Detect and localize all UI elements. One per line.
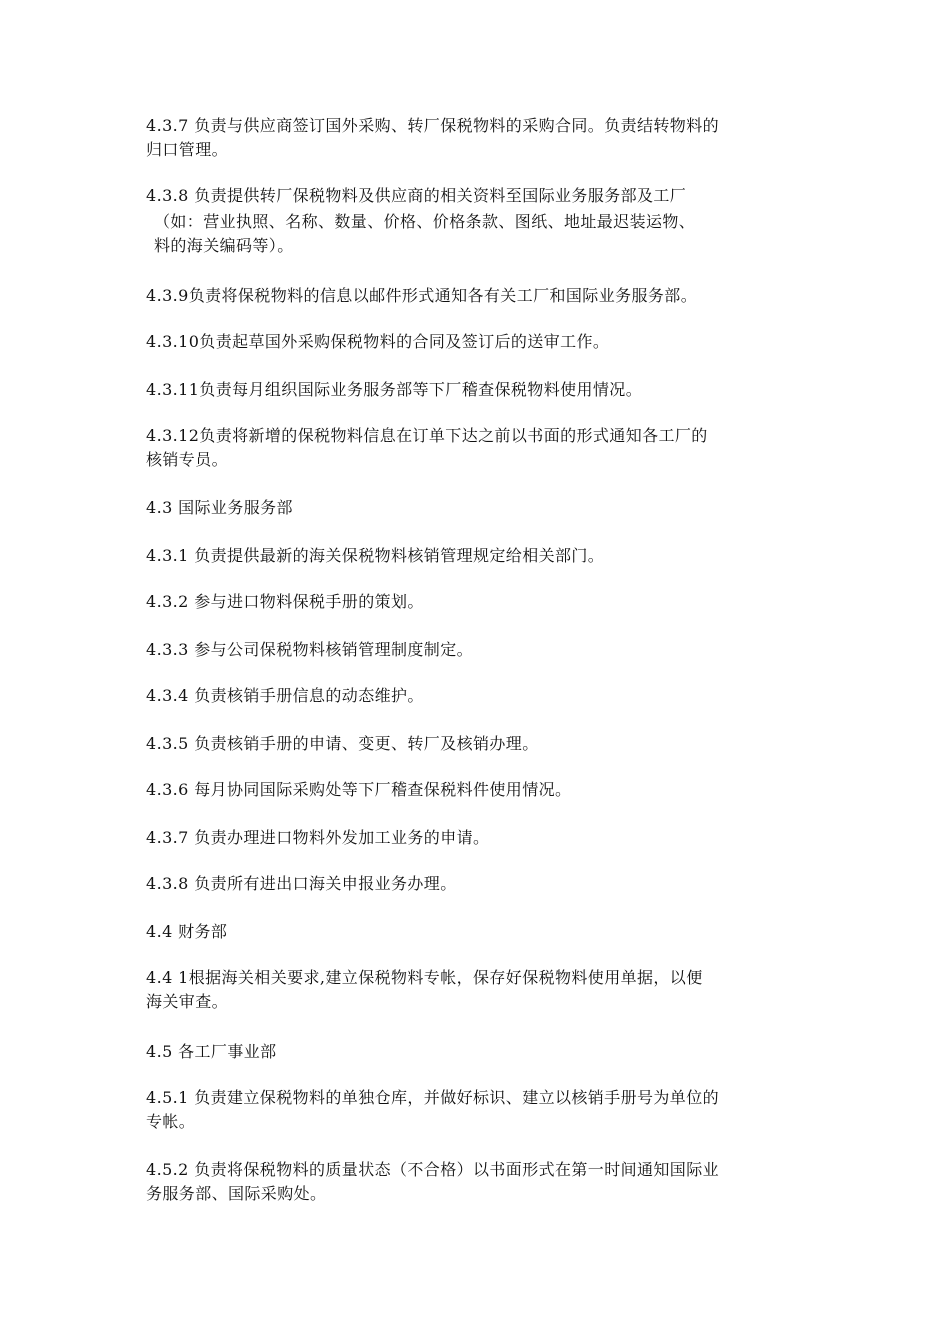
paragraph-4-3-11: 4.3.11负责每月组织国际业务服务部等下厂稽查保税物料使用情况。 xyxy=(146,380,643,399)
paragraph-4-3-7-purchasing: 4.3.7 负责与供应商签订国外采购、转厂保税物料的采购合同。负责结转物料的 归口管理。 xyxy=(146,116,719,159)
section-heading-4-3: 4.3 国际业务服务部 xyxy=(146,498,293,517)
paragraph-4-3-8-purchasing: 4.3.8 负责提供转厂保税物料及供应商的相关资料至国际业务服务部及工厂 xyxy=(146,186,687,205)
paragraph-4-3-7-service: 4.3.7 负责办理进口物料外发加工业务的申请。 xyxy=(146,828,490,847)
paragraph-4-3-4: 4.3.4 负责核销手册信息的动态维护。 xyxy=(146,686,424,705)
paragraph-4-3-3: 4.3.3 参与公司保税物料核销管理制度制定。 xyxy=(146,640,473,659)
section-heading-4-5: 4.5 各工厂事业部 xyxy=(146,1042,277,1061)
paragraph-4-3-12: 4.3.12负责将新增的保税物料信息在订单下达之前以书面的形式通知各工厂的 核销专员。 xyxy=(146,426,708,469)
paragraph-4-3-10: 4.3.10负责起草国外采购保税物料的合同及签订后的送审工作。 xyxy=(146,332,610,351)
paragraph-4-3-8-details: （如：营业执照、名称、数量、价格、价格条款、图纸、地址最迟装运物、 料的海关编码等）。 xyxy=(154,212,696,255)
paragraph-4-5-2: 4.5.2 负责将保税物料的质量状态（不合格）以书面形式在第一时间通知国际业 务服务部、国际采购处。 xyxy=(146,1160,719,1203)
paragraph-4-3-8-service: 4.3.8 负责所有进出口海关申报业务办理。 xyxy=(146,874,457,893)
paragraph-4-3-2: 4.3.2 参与进口物料保税手册的策划。 xyxy=(146,592,424,611)
paragraph-4-5-1: 4.5.1 负责建立保税物料的单独仓库，并做好标识、建立以核销手册号为单位的 专帐。 xyxy=(146,1088,719,1131)
paragraph-4-3-9: 4.3.9负责将保税物料的信息以邮件形式通知各有关工厂和国际业务服务部。 xyxy=(146,286,698,305)
section-heading-4-4: 4.4 财务部 xyxy=(146,922,228,941)
paragraph-4-3-6: 4.3.6 每月协同国际采购处等下厂稽查保税料件使用情况。 xyxy=(146,780,572,799)
paragraph-4-3-5: 4.3.5 负责核销手册的申请、变更、转厂及核销办理。 xyxy=(146,734,539,753)
paragraph-4-4-1: 4.4 1根据海关相关要求,建立保税物料专帐，保存好保税物料使用单据，以便 海关审查。 xyxy=(146,968,703,1011)
paragraph-4-3-1: 4.3.1 负责提供最新的海关保税物料核销管理规定给相关部门。 xyxy=(146,546,605,565)
